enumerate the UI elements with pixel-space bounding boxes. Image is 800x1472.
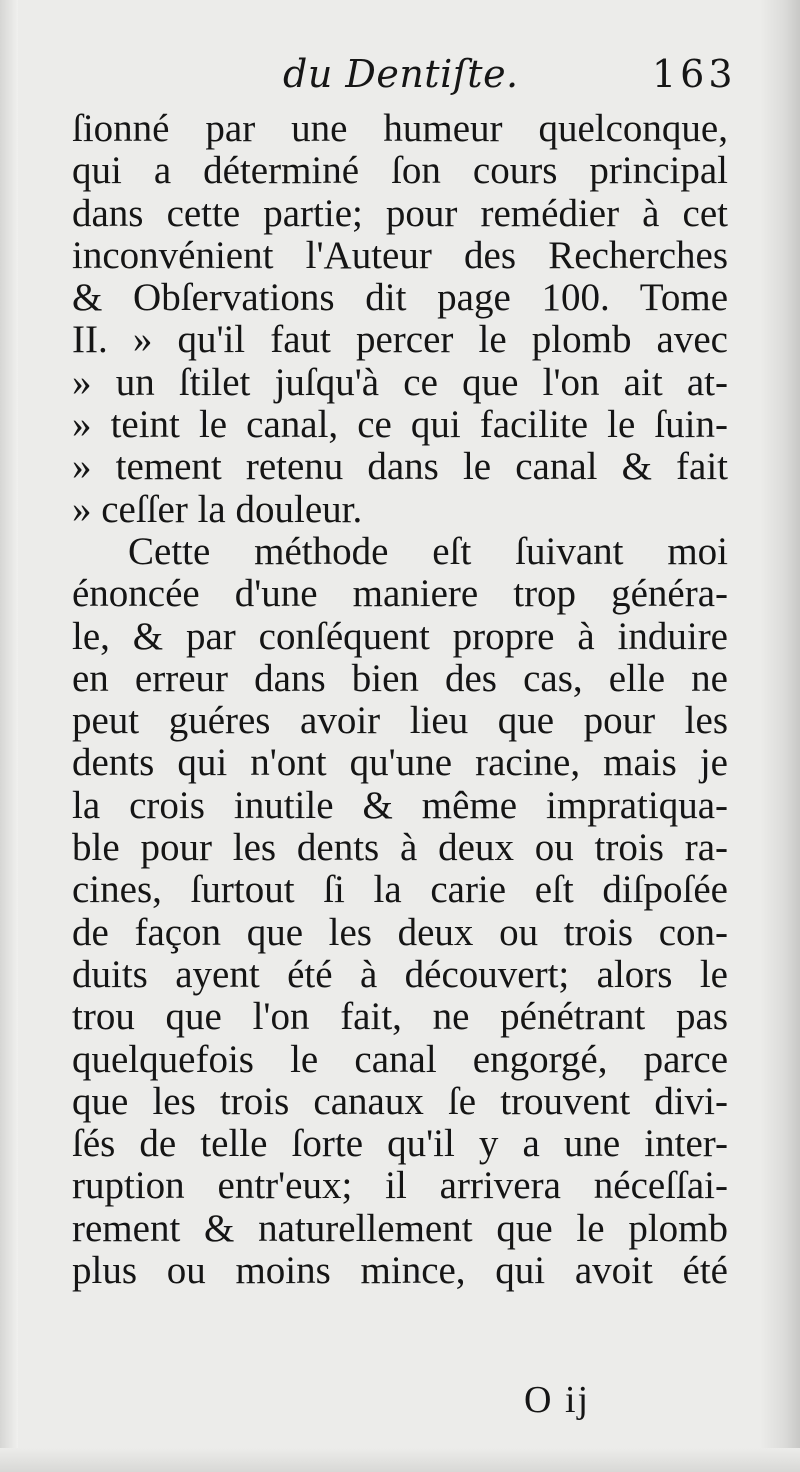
text-line: en erreur dans bien des cas, elle ne [72, 657, 728, 700]
text-line: » tement retenu dans le canal & fait [72, 446, 728, 489]
text-line: dans cette partie; pour remédier à cet [72, 192, 728, 235]
body-text [72, 108, 728, 1292]
page-bottom-edge [0, 1448, 800, 1472]
text-line: & Obſervations dit page 100. Tome [72, 277, 728, 320]
page-left-edge [0, 0, 18, 1472]
text-line: Cette méthode eſt ſuivant moi [128, 530, 728, 573]
text-line: » un ſtilet juſqu'à ce que l'on ait at- [72, 361, 728, 404]
text-line: énoncée d'une maniere trop généra- [72, 573, 728, 616]
text-line: qui a déterminé ſon cours principal [72, 150, 728, 193]
text-line: le, & par conſéquent propre à induire [72, 615, 728, 658]
text-line: ſionné par une humeur quelconque, [72, 108, 728, 150]
text-line: peut guéres avoir lieu que pour les [72, 700, 728, 743]
text-line: dents qui n'ont qu'une racine, mais je [72, 742, 728, 785]
text-line: que les trois canaux ſe trouvent divi- [72, 1080, 728, 1123]
text-line: rement & naturellement que le plomb [72, 1207, 728, 1250]
running-title: du Dentiſte. [283, 52, 519, 96]
page-right-edge [760, 0, 800, 1472]
text-line: ruption entr'eux; il arrivera néceſſai- [72, 1165, 728, 1208]
text-line: ſés de telle ſorte qu'il y a une inter- [72, 1123, 728, 1166]
text-line: cines, ſurtout ſi la carie eſt diſpoſée [72, 869, 728, 912]
text-line: » ceſſer la douleur. [72, 488, 363, 531]
text-line: quelquefois le canal engorgé, parce [72, 1038, 728, 1081]
text-line: inconvénient l'Auteur des Recherches [72, 234, 728, 277]
text-line: plus ou moins mince, qui avoit été [72, 1250, 728, 1293]
text-line: ble pour les dents à deux ou trois ra- [72, 827, 728, 870]
running-head [0, 52, 800, 108]
text-line: » teint le canal, ce qui facilite le ſuin- [72, 404, 728, 447]
signature-mark: O ij [524, 1379, 591, 1421]
text-line: de façon que les deux ou trois con- [72, 911, 728, 954]
text-line: II. » qu'il faut percer le plomb avec [72, 319, 728, 362]
text-line: trou que l'on fait, ne pénétrant pas [72, 996, 728, 1039]
text-line: la crois inutile & même impratiqua- [72, 784, 728, 827]
page-number: 163 [652, 52, 737, 96]
text-line: duits ayent été à découvert; alors le [72, 953, 728, 996]
